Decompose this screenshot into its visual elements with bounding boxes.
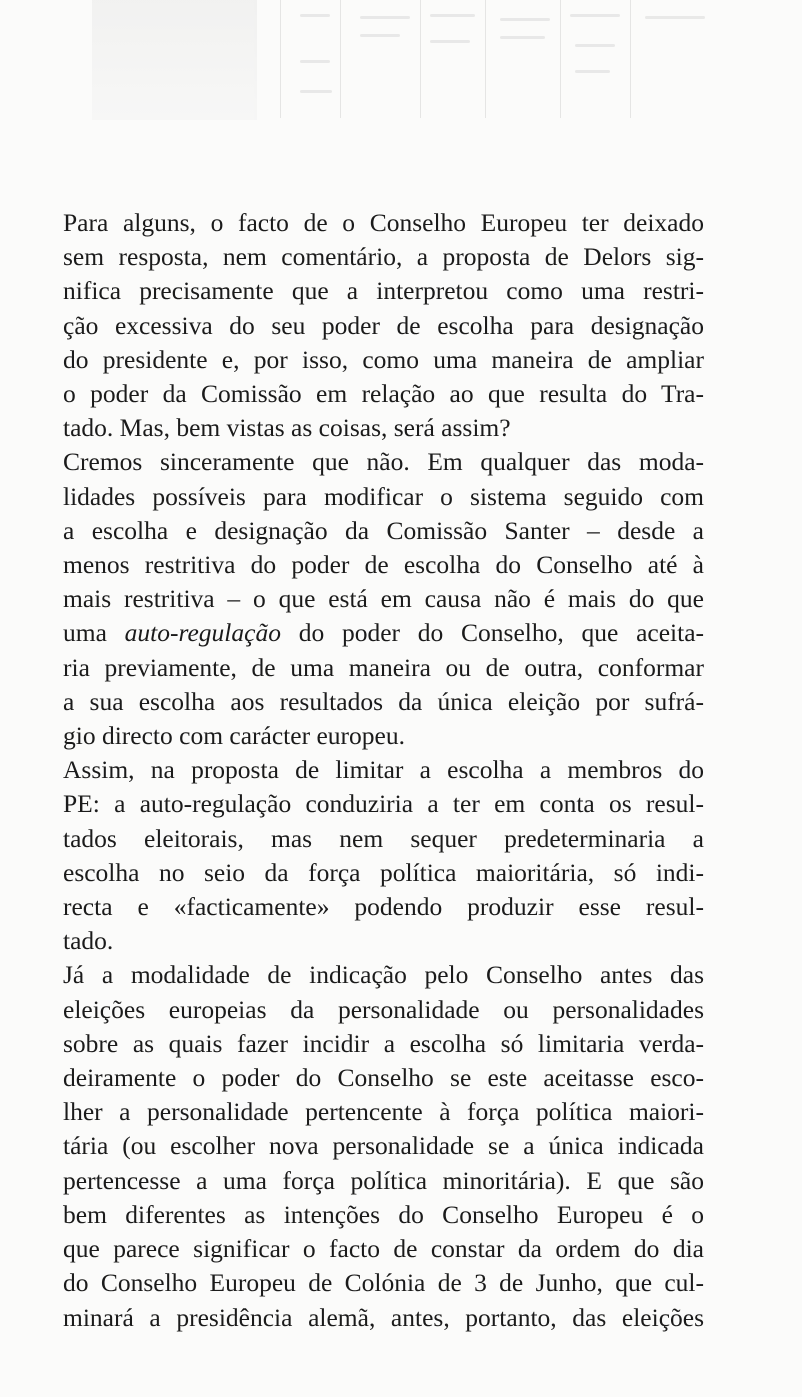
text-line: o poder da Comissão em relação ao que resulta do Tra- [63,379,704,409]
show-through-text [430,40,470,43]
text-line: tado. [63,926,114,956]
text-line: pertencesse a uma força política minoritária). E que são [63,1165,704,1195]
show-through-rule [560,0,561,118]
text-line: do Conselho Europeu de Colónia de 3 de Junho, que cul- [63,1268,704,1298]
text-line: tária (ou escolher nova personalidade se a única indicada [63,1131,704,1161]
text-line: deiramente o poder do Conselho se este aceitasse esco- [63,1063,704,1093]
paragraph-1 [63,206,704,445]
text-line: Para alguns, o facto de o Conselho Europeu ter deixado [63,208,704,237]
show-through-text [575,70,610,73]
text-line: sobre as quais fazer incidir a escolha só limitaria verda- [63,1028,704,1058]
show-through-text [500,36,545,39]
text-fragment: do poder do Conselho, que aceita- [298,618,705,648]
show-through-text [360,16,410,19]
text-line: menos restritiva do poder de escolha do Conselho até à [63,550,704,580]
show-through-text [570,14,620,17]
show-through-text [360,34,400,37]
show-through-table-block [92,0,257,120]
text-line: escolha no seio da força política maioritária, só indi- [63,857,704,887]
paragraph-4 [63,958,704,1334]
show-through-text [300,14,330,17]
text-line: bem diferentes as intenções do Conselho Europeu é o [63,1199,704,1229]
text-line: do presidente e, por isso, como uma maneira de ampliar [63,344,704,374]
show-through-rule [420,0,421,118]
text-line: ção excessiva do seu poder de escolha para designação [63,310,704,340]
text-line: ria previamente, de uma maneira ou de outra, conformar [63,652,704,682]
show-through-rule [280,0,281,118]
text-line: a escolha e designação da Comissão Santer – desde a [63,515,704,545]
text-line: lher a personalidade pertencente à força política maiori- [63,1097,704,1127]
show-through-text [575,44,615,47]
show-through-rule [630,0,631,118]
show-through-rule [485,0,486,118]
paragraph-2 [63,445,704,753]
text-line: recta e «facticamente» podendo produzir esse resul- [63,892,704,922]
show-through-text [500,18,550,21]
text-fragment: uma [63,618,107,648]
text-line-with-emphasis [63,616,704,650]
text-line: minará a presidência alemã, antes, portanto, das eleições [63,1302,704,1332]
text-line: Assim, na proposta de limitar a escolha a membros do [63,755,704,785]
paragraph-3 [63,753,704,958]
text-line: sem resposta, nem comentário, a proposta de Delors sig- [63,242,704,272]
show-through-text [430,14,475,17]
show-through-text [645,16,705,19]
text-line: gio directo com carácter europeu. [63,721,405,751]
text-line: mais restritiva – o que está em causa não é mais do que [63,584,704,614]
text-line: tado. Mas, bem vistas as coisas, será assim? [63,413,511,443]
show-through-rule [340,0,341,118]
text-line: tados eleitorais, mas nem sequer predeterminaria a [63,823,704,853]
text-line: que parece significar o facto de constar da ordem do dia [63,1234,704,1264]
show-through-text [300,60,330,63]
text-line: PE: a auto-regulação conduziria a ter em conta os resul- [63,789,704,819]
text-line: Já a modalidade de indicação pelo Conselho antes das [63,960,704,990]
text-line: Cremos sinceramente que não. Em qualquer das moda- [63,447,704,477]
text-line: lidades possíveis para modificar o sistema seguido com [63,481,704,511]
emphasis-text: auto-regulação [124,618,281,648]
body-text [63,206,704,1335]
text-line: nifica precisamente que a interpretou como uma restri- [63,276,704,306]
reverse-page-show-through [0,0,802,150]
show-through-text [300,90,332,93]
text-line: a sua escolha aos resultados da única eleição por sufrá- [63,686,704,716]
text-line: eleições europeias da personalidade ou personalidades [63,994,704,1024]
